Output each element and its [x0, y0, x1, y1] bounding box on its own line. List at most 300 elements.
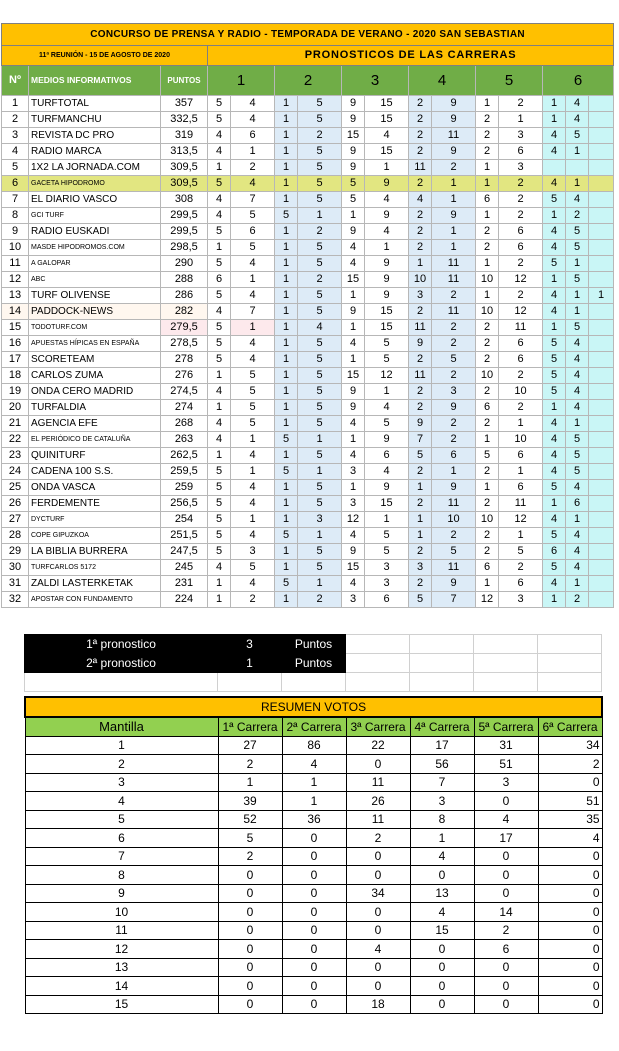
- prediction-cell: 1: [566, 576, 589, 592]
- prediction-cell: 12: [342, 512, 365, 528]
- resumen-header-carrera-6: 6ª Carrera: [538, 717, 602, 736]
- pronostico-points-table: [24, 634, 602, 692]
- prediction-cell: 4: [543, 464, 566, 480]
- vote-count: 51: [538, 792, 602, 811]
- prediction-cell: 5: [231, 560, 275, 576]
- prediction-cell: 5: [543, 528, 566, 544]
- vote-count: 4: [346, 940, 410, 959]
- vote-count: 4: [538, 829, 602, 848]
- prediction-cell: 1: [476, 480, 499, 496]
- prediction-cell: 1: [275, 160, 298, 176]
- prediction-cell: 9: [365, 208, 409, 224]
- vote-count: 5: [218, 829, 282, 848]
- prediction-cell: 1: [342, 320, 365, 336]
- row-number: 14: [2, 304, 29, 320]
- prediction-cell: 2: [432, 368, 476, 384]
- prediction-cell: 6: [499, 240, 543, 256]
- prediction-cell: 2: [476, 224, 499, 240]
- prediction-cell: 4: [208, 304, 231, 320]
- resumen-row: [25, 884, 602, 903]
- prediction-cell: 4: [543, 224, 566, 240]
- prediction-cell: 7: [432, 592, 476, 608]
- prediction-cell: 6: [208, 272, 231, 288]
- mantilla-number: 8: [25, 866, 218, 885]
- vote-count: 2: [474, 921, 538, 940]
- vote-count: 0: [282, 977, 346, 996]
- vote-count: 0: [538, 995, 602, 1014]
- prediction-cell: [589, 400, 614, 416]
- resumen-header-carrera-4: 4ª Carrera: [410, 717, 474, 736]
- reunion-label: 11ª REUNIÓN - 15 DE AGOSTO DE 2020: [2, 46, 208, 66]
- prediction-cell: 15: [342, 128, 365, 144]
- vote-count: 8: [410, 810, 474, 829]
- empty-cell: [410, 673, 474, 692]
- prediction-cell: 5: [543, 368, 566, 384]
- vote-count: 27: [218, 736, 282, 755]
- prediction-cell: 5: [298, 112, 342, 128]
- prediction-cell: 5: [298, 368, 342, 384]
- prediction-cell: 2: [476, 384, 499, 400]
- table-row: [2, 448, 614, 464]
- prediction-cell: 5: [298, 192, 342, 208]
- vote-count: 3: [410, 792, 474, 811]
- vote-count: 0: [474, 792, 538, 811]
- prediction-cell: 15: [365, 496, 409, 512]
- prediction-cell: 1: [275, 256, 298, 272]
- prediction-cell: 2: [298, 592, 342, 608]
- prediction-cell: 10: [476, 368, 499, 384]
- row-number: 3: [2, 128, 29, 144]
- prediction-cell: 1: [543, 112, 566, 128]
- prediction-cell: 2: [476, 112, 499, 128]
- medio-name: ONDA VASCA: [29, 480, 161, 496]
- prediction-cell: 1: [275, 384, 298, 400]
- prediction-cell: 4: [566, 480, 589, 496]
- vote-count: 1: [282, 792, 346, 811]
- prediction-cell: 11: [409, 368, 432, 384]
- prediction-cell: 1: [499, 464, 543, 480]
- prediction-cell: [589, 272, 614, 288]
- row-points: 319: [161, 128, 208, 144]
- prediction-cell: 5: [298, 400, 342, 416]
- prediction-cell: 5: [208, 224, 231, 240]
- prediction-cell: 5: [365, 352, 409, 368]
- prediction-cell: 5: [275, 208, 298, 224]
- prediction-cell: 2: [499, 208, 543, 224]
- row-points: 231: [161, 576, 208, 592]
- prediction-cell: [589, 528, 614, 544]
- prediction-cell: 5: [365, 416, 409, 432]
- table-row: [2, 192, 614, 208]
- prediction-cell: 2: [432, 320, 476, 336]
- prediction-cell: 5: [208, 288, 231, 304]
- prediction-cell: 4: [231, 112, 275, 128]
- vote-count: 0: [218, 903, 282, 922]
- medio-name: TURFALDIA: [29, 400, 161, 416]
- vote-count: 0: [474, 977, 538, 996]
- vote-count: 0: [218, 940, 282, 959]
- prediction-cell: 2: [409, 464, 432, 480]
- mantilla-number: 14: [25, 977, 218, 996]
- prediction-cell: 5: [566, 128, 589, 144]
- vote-count: 0: [218, 995, 282, 1014]
- prediction-cell: 4: [566, 528, 589, 544]
- prediction-cell: 12: [476, 592, 499, 608]
- prediction-cell: 4: [231, 576, 275, 592]
- prediction-cell: 5: [543, 384, 566, 400]
- prediction-cell: 1: [298, 528, 342, 544]
- prediction-cell: 5: [231, 240, 275, 256]
- prediction-cell: 4: [208, 560, 231, 576]
- prediction-cell: [589, 448, 614, 464]
- row-number: 32: [2, 592, 29, 608]
- row-points: 309,5: [161, 176, 208, 192]
- prediction-cell: 5: [432, 352, 476, 368]
- vote-count: 0: [538, 866, 602, 885]
- prediction-cell: 4: [566, 560, 589, 576]
- pronostico-1-label: 1ª pronostico: [25, 635, 218, 654]
- mantilla-number: 5: [25, 810, 218, 829]
- row-points: 278: [161, 352, 208, 368]
- prediction-cell: 4: [231, 480, 275, 496]
- prediction-cell: 5: [566, 464, 589, 480]
- prediction-cell: 1: [208, 160, 231, 176]
- row-number: 11: [2, 256, 29, 272]
- table-row: [2, 272, 614, 288]
- prediction-cell: 1: [275, 496, 298, 512]
- row-points: 279,5: [161, 320, 208, 336]
- prediction-cell: 1: [208, 240, 231, 256]
- prediction-cell: 15: [342, 368, 365, 384]
- vote-count: 4: [410, 847, 474, 866]
- pronostico-2-label: 2ª pronostico: [25, 654, 218, 673]
- prediction-cell: 1: [543, 96, 566, 112]
- row-number: 31: [2, 576, 29, 592]
- prediction-cell: 1: [298, 208, 342, 224]
- prediction-cell: 1: [275, 304, 298, 320]
- prediction-cell: 9: [342, 224, 365, 240]
- medio-name: EL PERIÓDICO DE CATALUÑA: [29, 432, 161, 448]
- prediction-cell: 4: [342, 576, 365, 592]
- prediction-cell: 1: [432, 240, 476, 256]
- empty-cell: [538, 654, 602, 673]
- vote-count: 11: [346, 810, 410, 829]
- prediction-cell: 12: [499, 512, 543, 528]
- prediction-cell: 4: [566, 352, 589, 368]
- resumen-row: [25, 995, 602, 1014]
- contest-title: CONCURSO DE PRENSA Y RADIO - TEMPORADA DE VERANO - 2020 SAN SEBASTIAN: [2, 24, 614, 46]
- prediction-cell: 1: [543, 496, 566, 512]
- row-number: 9: [2, 224, 29, 240]
- prediction-cell: 1: [476, 288, 499, 304]
- vote-count: 7: [410, 773, 474, 792]
- vote-count: 0: [538, 884, 602, 903]
- table-row: [2, 400, 614, 416]
- col-header-race-2: 2: [275, 66, 342, 96]
- vote-count: 0: [410, 866, 474, 885]
- medio-name: A GALOPAR: [29, 256, 161, 272]
- resumen-header-carrera-2: 2ª Carrera: [282, 717, 346, 736]
- prediction-cell: 11: [432, 128, 476, 144]
- vote-count: 0: [282, 847, 346, 866]
- table-row: [2, 288, 614, 304]
- prediction-cell: 2: [476, 352, 499, 368]
- prediction-cell: 4: [543, 576, 566, 592]
- medio-name: TURFMANCHU: [29, 112, 161, 128]
- vote-count: 0: [346, 903, 410, 922]
- vote-count: 2: [538, 755, 602, 774]
- vote-count: 0: [282, 940, 346, 959]
- prediction-cell: 5: [432, 544, 476, 560]
- prediction-cell: 9: [365, 272, 409, 288]
- prediction-cell: [543, 160, 566, 176]
- prediction-cell: 5: [409, 448, 432, 464]
- prediction-cell: 9: [432, 96, 476, 112]
- table-row: [2, 320, 614, 336]
- vote-count: 13: [410, 884, 474, 903]
- vote-count: 22: [346, 736, 410, 755]
- table-row: [2, 496, 614, 512]
- row-number: 23: [2, 448, 29, 464]
- prediction-cell: 5: [298, 288, 342, 304]
- prediction-cell: 1: [543, 592, 566, 608]
- prediction-cell: 4: [342, 256, 365, 272]
- prediction-cell: 4: [566, 96, 589, 112]
- prediction-cell: 4: [342, 240, 365, 256]
- prediction-cell: 1: [476, 432, 499, 448]
- row-points: 262,5: [161, 448, 208, 464]
- prediction-cell: 5: [208, 512, 231, 528]
- empty-cell: [410, 635, 474, 654]
- prediction-cell: 6: [231, 128, 275, 144]
- prediction-cell: 12: [365, 368, 409, 384]
- col-header-number: Nº: [2, 66, 29, 96]
- medio-name: APOSTAR CON FUNDAMENTO: [29, 592, 161, 608]
- resumen-row: [25, 903, 602, 922]
- vote-count: 17: [410, 736, 474, 755]
- prediction-cell: 5: [208, 112, 231, 128]
- row-points: 274,5: [161, 384, 208, 400]
- vote-count: 0: [346, 921, 410, 940]
- row-number: 21: [2, 416, 29, 432]
- prediction-cell: 5: [566, 240, 589, 256]
- prediction-cell: [589, 144, 614, 160]
- prediction-cell: [589, 416, 614, 432]
- row-number: 28: [2, 528, 29, 544]
- prediction-cell: 4: [543, 416, 566, 432]
- vote-count: 0: [282, 958, 346, 977]
- row-number: 20: [2, 400, 29, 416]
- prediction-cell: [589, 224, 614, 240]
- row-points: 332,5: [161, 112, 208, 128]
- prediction-cell: 5: [409, 592, 432, 608]
- prediction-cell: 1: [231, 512, 275, 528]
- row-number: 13: [2, 288, 29, 304]
- prediction-cell: 9: [432, 576, 476, 592]
- prediction-cell: 2: [499, 176, 543, 192]
- prediction-cell: 5: [208, 480, 231, 496]
- prediction-cell: 2: [476, 496, 499, 512]
- prediction-cell: [589, 496, 614, 512]
- prediction-cell: 11: [432, 496, 476, 512]
- resumen-row: [25, 829, 602, 848]
- prediction-cell: 1: [275, 192, 298, 208]
- vote-count: 0: [346, 847, 410, 866]
- table-row: [2, 144, 614, 160]
- prediction-cell: 4: [231, 256, 275, 272]
- prediction-cell: 4: [543, 304, 566, 320]
- prediction-cell: 4: [543, 448, 566, 464]
- row-number: 26: [2, 496, 29, 512]
- prediction-cell: 1: [566, 512, 589, 528]
- prediction-cell: 9: [432, 112, 476, 128]
- prediction-cell: 4: [365, 464, 409, 480]
- prediction-cell: 3: [342, 464, 365, 480]
- prediction-cell: 1: [476, 256, 499, 272]
- col-header-race-6: 6: [543, 66, 614, 96]
- mantilla-number: 9: [25, 884, 218, 903]
- medio-name: LA BIBLIA BURRERA: [29, 544, 161, 560]
- row-points: 259,5: [161, 464, 208, 480]
- vote-count: 0: [410, 977, 474, 996]
- prediction-cell: 5: [208, 336, 231, 352]
- prediction-cell: [589, 176, 614, 192]
- prediction-cell: 2: [432, 336, 476, 352]
- prediction-cell: 4: [566, 368, 589, 384]
- mantilla-number: 1: [25, 736, 218, 755]
- resumen-row: [25, 792, 602, 811]
- vote-count: 0: [410, 940, 474, 959]
- prediction-cell: 3: [409, 560, 432, 576]
- table-row: [2, 512, 614, 528]
- prediction-cell: 15: [365, 320, 409, 336]
- prediction-cell: 11: [432, 304, 476, 320]
- prediction-cell: 1: [476, 576, 499, 592]
- prediction-cell: 2: [409, 544, 432, 560]
- medio-name: FERDEMENTE: [29, 496, 161, 512]
- prediction-cell: 9: [342, 160, 365, 176]
- prediction-cell: 2: [409, 144, 432, 160]
- prediction-cell: [589, 480, 614, 496]
- prediction-cell: 4: [231, 448, 275, 464]
- prediction-cell: 9: [342, 144, 365, 160]
- prediction-cell: 1: [476, 176, 499, 192]
- prediction-cell: 5: [208, 256, 231, 272]
- prediction-cell: 5: [365, 336, 409, 352]
- prediction-cell: 5: [208, 464, 231, 480]
- prediction-cell: 5: [298, 560, 342, 576]
- prediction-cell: 1: [342, 208, 365, 224]
- vote-count: 0: [346, 755, 410, 774]
- empty-cell: [218, 673, 282, 692]
- prediction-cell: 9: [432, 208, 476, 224]
- prediction-cell: 1: [432, 176, 476, 192]
- prediction-cell: 1: [231, 320, 275, 336]
- table-row: [2, 96, 614, 112]
- prediction-cell: 11: [432, 256, 476, 272]
- prediction-cell: 1: [566, 304, 589, 320]
- vote-count: 0: [218, 884, 282, 903]
- prediction-cell: [589, 432, 614, 448]
- prediction-cell: 1: [543, 272, 566, 288]
- prediction-cell: 7: [409, 432, 432, 448]
- prediction-cell: 5: [231, 368, 275, 384]
- prediction-cell: 2: [499, 560, 543, 576]
- prediction-cell: 1: [566, 176, 589, 192]
- pronostico-2-value: 1: [218, 654, 282, 673]
- prediction-cell: 6: [231, 224, 275, 240]
- prediction-cell: 1: [566, 416, 589, 432]
- table-row: [2, 432, 614, 448]
- prediction-cell: 11: [499, 320, 543, 336]
- prediction-cell: 2: [476, 544, 499, 560]
- row-number: 10: [2, 240, 29, 256]
- mantilla-number: 7: [25, 847, 218, 866]
- vote-count: 0: [218, 921, 282, 940]
- prediction-cell: 2: [499, 256, 543, 272]
- table-row: [2, 544, 614, 560]
- col-header-race-1: 1: [208, 66, 275, 96]
- mantilla-number: 11: [25, 921, 218, 940]
- vote-count: 2: [346, 829, 410, 848]
- vote-count: 0: [218, 977, 282, 996]
- prediction-cell: [589, 592, 614, 608]
- vote-count: 3: [474, 773, 538, 792]
- row-points: 299,5: [161, 224, 208, 240]
- prediction-cell: 1: [275, 320, 298, 336]
- prediction-cell: 4: [543, 176, 566, 192]
- prediction-cell: 6: [499, 480, 543, 496]
- row-points: 274: [161, 400, 208, 416]
- vote-count: 0: [538, 940, 602, 959]
- prediction-cell: 9: [365, 176, 409, 192]
- vote-count: 0: [538, 847, 602, 866]
- prediction-cell: 1: [231, 144, 275, 160]
- pronostico-2-unit: Puntos: [282, 654, 346, 673]
- prediction-cell: 2: [499, 96, 543, 112]
- empty-cell: [410, 654, 474, 673]
- prediction-cell: 4: [566, 192, 589, 208]
- prediction-cell: 5: [566, 432, 589, 448]
- prediction-cell: 1: [275, 240, 298, 256]
- prediction-cell: 6: [499, 336, 543, 352]
- vote-count: 52: [218, 810, 282, 829]
- medio-name: REVISTA DC PRO: [29, 128, 161, 144]
- prediction-cell: 2: [476, 416, 499, 432]
- prediction-cell: 10: [476, 272, 499, 288]
- mantilla-number: 6: [25, 829, 218, 848]
- medio-name: TODOTURF.COM: [29, 320, 161, 336]
- prediction-cell: 2: [231, 592, 275, 608]
- row-number: 1: [2, 96, 29, 112]
- row-number: 12: [2, 272, 29, 288]
- prediction-cell: 5: [231, 208, 275, 224]
- vote-count: 0: [218, 958, 282, 977]
- prediction-cell: 2: [432, 160, 476, 176]
- row-number: 30: [2, 560, 29, 576]
- prediction-cell: 5: [298, 416, 342, 432]
- row-points: 263: [161, 432, 208, 448]
- prediction-cell: 1: [499, 112, 543, 128]
- prediction-cell: 4: [365, 192, 409, 208]
- medio-name: COPE GIPUZKOA: [29, 528, 161, 544]
- vote-count: 0: [474, 958, 538, 977]
- prediction-cell: 1: [298, 576, 342, 592]
- prediction-cell: 1: [275, 272, 298, 288]
- prediction-cell: 3: [432, 384, 476, 400]
- prediction-cell: 1: [342, 352, 365, 368]
- row-points: 224: [161, 592, 208, 608]
